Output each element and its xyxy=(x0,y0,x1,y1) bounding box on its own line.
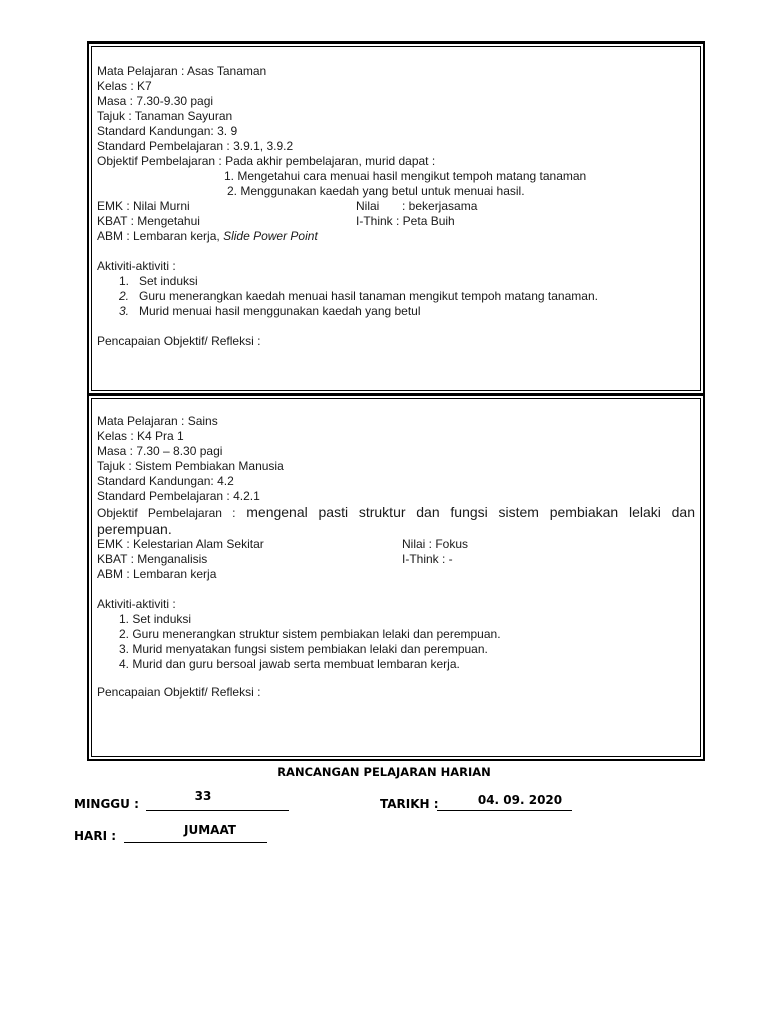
objective xyxy=(97,504,695,537)
item-text: Guru menerangkan kaedah menuai hasil tanaman mengikut tempoh matang tanaman. xyxy=(139,289,598,303)
class: Kelas : K4 Pra 1 xyxy=(97,429,184,443)
activities-title: Aktiviti-aktiviti : xyxy=(97,259,176,273)
list-item: 4. Murid dan guru bersoal jawab serta membuat lembaran kerja. xyxy=(119,657,460,671)
list-item xyxy=(97,274,695,289)
hari-value: JUMAAT xyxy=(184,823,236,837)
reflection: Pencapaian Objektif/ Refleksi : xyxy=(97,685,261,699)
list-item xyxy=(97,289,695,304)
kbat-row xyxy=(97,214,695,229)
item-number: 3. xyxy=(119,304,130,318)
kbat: KBAT : Mengetahui xyxy=(97,214,200,228)
lesson-plan-box-1 xyxy=(87,41,705,395)
emk-row xyxy=(97,199,695,214)
list-item: 2. Guru menerangkan struktur sistem pembiakan lelaki dan perempuan. xyxy=(119,627,501,641)
emk-row xyxy=(97,537,695,552)
kbat-row xyxy=(97,552,695,567)
activities-title: Aktiviti-aktiviti : xyxy=(97,597,176,611)
page-title: RANCANGAN PELAJARAN HARIAN xyxy=(277,765,491,779)
subject: Mata Pelajaran : Sains xyxy=(97,414,218,428)
nilai: Nilai : Fokus xyxy=(402,537,469,551)
kbat: KBAT : Menganalisis xyxy=(97,552,208,566)
ithink: I-Think : Peta Buih xyxy=(356,214,455,228)
objective-item: 2. Menggunakan kaedah yang betul untuk menuai hasil. xyxy=(227,184,525,198)
ithink: I-Think : - xyxy=(402,552,453,566)
time: Masa : 7.30-9.30 pagi xyxy=(97,94,214,108)
emk: EMK : Kelestarian Alam Sekitar xyxy=(97,537,264,551)
list-item xyxy=(97,304,695,319)
objective-intro: Objektif Pembelajaran : Pada akhir pembelajaran, murid dapat : xyxy=(97,154,436,168)
learning-standard: Standard Pembelajaran : 3.9.1, 3.9.2 xyxy=(97,139,294,153)
abm-italic-text: Slide Power Point xyxy=(223,229,318,243)
tarikh-label: TARIKH : xyxy=(380,797,439,811)
abm xyxy=(97,229,695,244)
minggu-label: MINGGU : xyxy=(74,797,139,811)
abm: ABM : Lembaran kerja xyxy=(97,567,217,581)
item-text: Murid menuai hasil menggunakan kaedah yang betul xyxy=(139,304,421,318)
objective-text: mengenal pasti struktur dan fungsi sistem pembiakan lelaki dan perempuan. xyxy=(97,504,695,537)
hari-label: HARI : xyxy=(74,829,117,843)
activities-list xyxy=(97,274,695,319)
minggu-value: 33 xyxy=(194,789,212,803)
item-number: 1. xyxy=(119,274,130,288)
content-standard: Standard Kandungan: 4.2 xyxy=(97,474,234,488)
tarikh-value: 04. 09. 2020 xyxy=(477,793,563,807)
learning-standard: Standard Pembelajaran : 4.2.1 xyxy=(97,489,260,503)
class: Kelas : K7 xyxy=(97,79,152,93)
lesson-1-content xyxy=(97,64,695,349)
lesson-plan-box-2 xyxy=(87,394,705,761)
nilai-label: Nilai xyxy=(356,199,380,213)
objective-item: 1. Mengetahui cara menuai hasil mengikut tempoh matang tanaman xyxy=(224,169,587,183)
objective-label: Objektif Pembelajaran : xyxy=(97,506,236,520)
topic: Tajuk : Sistem Pembiakan Manusia xyxy=(97,459,284,473)
lesson-2-content xyxy=(97,414,695,700)
subject: Mata Pelajaran : Asas Tanaman xyxy=(97,64,267,78)
time: Masa : 7.30 – 8.30 pagi xyxy=(97,444,223,458)
item-number: 2. xyxy=(119,289,130,303)
list-item: 3. Murid menyatakan fungsi sistem pembiakan lelaki dan perempuan. xyxy=(119,642,488,656)
abm-text: ABM : Lembaran kerja, xyxy=(97,229,224,243)
item-text: Set induksi xyxy=(139,274,198,288)
topic: Tajuk : Tanaman Sayuran xyxy=(97,109,233,123)
list-item: 1. Set induksi xyxy=(119,612,192,626)
reflection: Pencapaian Objektif/ Refleksi : xyxy=(97,334,261,348)
nilai-value: : bekerjasama xyxy=(402,199,478,213)
emk: EMK : Nilai Murni xyxy=(97,199,190,213)
activities-list xyxy=(97,612,695,672)
content-standard: Standard Kandungan: 3. 9 xyxy=(97,124,238,138)
